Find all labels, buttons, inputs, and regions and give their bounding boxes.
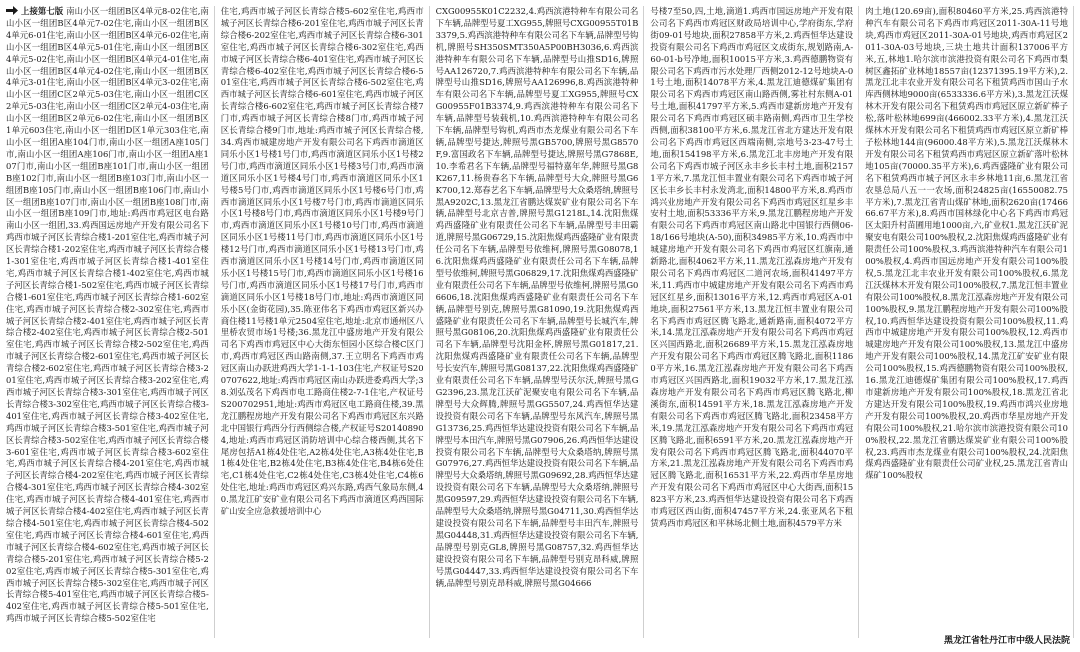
court-signature: 黑龙江省牡丹江市中级人民法院	[938, 633, 1070, 646]
notice-paragraph: 号楼7至50,四,土地,滴道1.鸡西市国远房地产开发有限公司名下鸡西市鸡冠区财政局培训中心,学府街东,学府街09-01号地块,面积27858平方米,2.鸡西恒华达建设投资有限公司名下鸡西市鸡冠区文成街东,规划路南,A-60-01-b号净地,面积10015平方米,3.鸡西德鹏物资有限公司名下鸡西市污水处理厂西侧2012-12号地块A-01号土地,面积14078平方米,4.黑龙江迪德煤矿集团有限公司名下鸡西市鸡冠区南山路西侧,雾社村东侧A-01号土地,面积41797平方米,5.鸡西市建新房地产开发有限公司名下鸡西市鸡冠区硕丰路南侧,鸡西市卫生学校西侧,面积38100平方米,6.黑龙江省北方建达开发有限公司名下鸡西市鸡冠区西端南侧,宗地号3-23-47号土地,面积154198平方米,6.黑龙江北丰房地产开发有限公司名下鸡西市城子河区永丰乡长丰村土地,面积21571平方米,7.黑龙江恒丰置业有限公司名下鸡西市城子河区长丰乡长丰村永发湾北,面积14800平方米,8.鸡西市鸿兴业房地产开发有限公司名下鸡西市鸡冠区红星乡丰安村土地,面积53336平方米,9.黑龙江鹏程房地产开发有限公司名下鸡西市鸡冠区南山路北中国银行西侧06-18/166号地块(A-50),面积34985平方米,10.鸡西市中城建房地产开发有限公司名下鸡西市鸡冠区红旗南,通新路北,面积4062平方米,11.黑龙江泓森房地产开发有限公司名下鸡西市鸡冠区二道河农场,面积41497平方米,11.鸡西市中城建房地产开发有限公司名下鸡西市鸡冠区红星乡,面积13016平方米,12.鸡西市鸡冠区A-01地块,面积27561平方米,13.黑龙江恒丰置业有限公司名下鸡西市鸡冠区腾飞路北,通新路南,面积4072平方米,14.黑龙江泓森房地产开发有限公司名下鸡西市鸡冠区兴国西路北,面积26689平方米,15.黑龙江泓森房地产开发有限公司名下鸡西市鸡冠区腾飞路北,面积11860平方米,16.黑龙江泓森房地产开发有限公司名下鸡西市鸡冠区兴国西路北,面积19032平方米,17.黑龙江泓森房地产开发有限公司名下鸡西市鸡冠区腾飞路北,柳溪街东,面积14591平方米,18.黑龙江泓森房地产开发有限公司名下鸡西市鸡冠区腾飞路北,面积23458平方米,19.黑龙江泓森房地产开发有限公司名下鸡西市鸡冠区腾飞路北,面积6591平方米,20.黑龙江泓森房地产开发有限公司名下鸡西市鸡冠区腾飞路北,面积44070平方米,21.黑龙江泓森房地产开发有限公司名下鸡西市鸡冠区腾飞路北,面积16531平方米,22.鸡西市华星房地产开发有限公司名下鸡西市鸡冠区中心大街西,面积15823平方米,23.鸡西恒华达建设投资有限公司名下鸡西市鸡冠区西山街,面积47457平方米,24.张亚风名下租赁鸡西市鸡冠区和平林场北侧土地,面积4579平方米	[650, 6, 854, 528]
text-column-2	[221, 6, 430, 638]
notice-paragraph: 住宅,鸡西市城子河区长青综合楼5-602室住宅,鸡西市城子河区长青综合楼6-201室住宅,鸡西市城子河区长青综合楼6-202室住宅,鸡西市城子河区长青综合楼6-301室住宅,鸡西市城子河区长青综合楼6-302室住宅,鸡西市城子河区长青综合楼6-401室住宅,鸡西市城子河区长青综合楼6-402室住宅,鸡西市城子河区长青综合楼6-501室住宅,鸡西市城子河区长青综合楼6-502室住宅,鸡西市城子河区长青综合楼6-601室住宅,鸡西市城子河区长青综合楼6-602室住宅,鸡西市城子河区长青综合楼7门市,鸡西市城子河区长青综合楼8门市,鸡西市城子河区长青综合楼9门市,地址:鸡西市城子河区长青综合楼,34.鸡西市城建房地产开发有限公司名下鸡西市滴道区同乐小区1号楼1号门市,鸡西市滴道区同乐小区1号楼2号门市,鸡西市滴道区同乐小区1号楼3号门市,鸡西市滴道区同乐小区1号楼4号门市,鸡西市滴道区同乐小区1号楼5号门市,鸡西市滴道区同乐小区1号楼6号门市,鸡西市滴道区同乐小区1号楼7号门市,鸡西市滴道区同乐小区1号楼8号门市,鸡西市滴道区同乐小区1号楼9号门市,鸡西市滴道区同乐小区1号楼10号门市,鸡西市滴道区同乐小区1号楼11号门市,鸡西市滴道区同乐小区1号楼12号门市,鸡西市滴道区同乐小区1号楼13号门市,鸡西市滴道区同乐小区1号楼14号门市,鸡西市滴道区同乐小区1号楼15号门市,鸡西市滴道区同乐小区1号楼16号门市,鸡西市滴道区同乐小区1号楼17号门市,鸡西市滴道区同乐小区1号楼18号门市,地址:鸡西市滴道区同乐小区(金街花园),35.陈亚伟名下鸡西市鸡冠区新兴办商住楼11号楼1单元2504室住宅,地址:北京市通州区八里桥农贸市场1号楼;36.黑龙江中盛房地产开发有限公司名下鸡西市鸡冠区中心大街东恒园小区综合楼C区门市,鸡西市鸡冠区西山路南侧,37.王立明名下鸡西市鸡冠区南山办跃进鸡西大学1-1-1-103住宅,产权证号S200707622,地址:鸡西市鸡冠区南山办跃进委鸡西大学;38.刘弘茂名下鸡西市电工路商住楼2-7-1住宅,产权证号S200702951,地址:鸡西市鸡冠区电工路商住楼,39.黑龙江鹏程房地产开发有限公司名下鸡西市鸡冠区东兴路北中国银行鸡西分行西侧综合楼,产权证号S201408904,地址:鸡西市鸡冠区消防培训中心综合楼西侧,其名下尾房包括A1栋4处住宅,A2栋4处住宅,A3栋4处住宅,B1栋4处住宅,B2栋4处住宅,B3栋4处住宅,B4栋6处住宅,C1栋4处住宅,C2栋4处住宅,C3栋4处住宅,C4栋6处住宅,地址:鸡西市鸡冠区鸡兴东路,鸡西气象局东侧,40.黑龙江矿安矿业有限公司名下鸡西市滴道区鸡西国际矿山安全应急救援培训中心	[220, 6, 424, 517]
notice-paragraph: CXG00955K01C2232,4.鸡西滨港特种车有限公司名下车辆,品牌型号夏工XG955,牌照号CXG00955T01B3379,5.鸡西滨港特种车有限公司名下车辆,品牌型号钩机,牌照号SH350SMT350A5P00BH3036,6.鸡西滨港特种车有限公司名下车辆,品牌型号山推SD16,牌照号AA126720,7.鸡西滨港特种车有限公司名下车辆,品牌型号山推SD16,牌照号AA126996,8.鸡西滨港特种车有限公司名下车辆,品牌型号夏工XG955,牌照号CXG00955F01B3374,9.鸡西滨港特种车有限公司名下车辆,品牌型号装载机,10.鸡西滨港特种车有限公司名下车辆,品牌型号钩机,鸡西市杰龙煤业有限公司名下车辆,品牌型号捷达,牌照号黑GB5700,牌照号黑G8570F,9.富国政名下车辆,品牌型号捷达,牌照号黑G7868E,10.李希君名下车辆,品牌型号福特嘉年华,牌照号黑G8K267,11.杨贵春名下车辆,品牌型号大众,牌照号黑G6K700,12.郑春艺名下车辆,品牌型号大众桑塔纳,牌照号黑A9202C,13.黑龙江省鹏达煤炭矿业有限公司名下车辆,品牌型号北京吉普,牌照号黑G1218L,14.沈阳焦煤鸡西盛隆矿业有限责任公司名下车辆,品牌型号丰田霸道,牌照号黑G06729,15.沈阳焦煤鸡西盛隆矿业有限责任公司名下车辆,品牌型号依维柯,牌照号黑G08078,16.沈阳焦煤鸡西盛隆矿业有限责任公司名下车辆,品牌型号依维柯,牌照号黑G06829,17.沈阳焦煤鸡西盛隆矿业有限责任公司名下车辆,品牌型号依维柯,牌照号黑G06606,18.沈阳焦煤鸡西盛隆矿业有限责任公司名下车辆,品牌型号别克,牌照号黑G81090,19.沈阳焦煤鸡西盛隆矿业有限责任公司名下车辆,品牌型号长城汽车,牌照号黑G08106,20.沈阳焦煤鸡西盛隆矿业有限责任公司名下车辆,品牌型号沈阳金杯,牌照号黑G01817,21.沈阳焦煤鸡西盛隆矿业有限责任公司名下车辆,品牌型号长安汽车,牌照号黑G08137,22.沈阳焦煤鸡西盛隆矿业有限责任公司名下车辆,品牌型号沃尔沃,牌照号黑GG2396,23.黑龙江沃矿泥聚安电有限公司名下车辆,品牌型号大众辉腾,牌照号黑GG5507,24.鸡西恒华达建设投资有限公司名下车辆,品牌型号东风汽车,牌照号黑G13736,25.鸡西恒华达建设投资有限公司名下车辆,品牌型号本田汽车,牌照号黑G07906,26.鸡西恒华达建设投资有限公司名下车辆,品牌型号大众桑塔纳,牌照号黑G07976,27.鸡西恒华达建设投资有限公司名下车辆,品牌型号大众桑塔纳,牌照号黑G09692,28.鸡西恒华达建设投资有限公司名下车辆,品牌型号大众桑塔纳,牌照号黑G09597,29.鸡西恒华达建设投资有限公司名下车辆,品牌型号大众桑塔纳,牌照号黑G04711,30.鸡西恒华达建设投资有限公司名下车辆,品牌型号丰田汽车,牌照号黑G04448,31.鸡西恒华达建设投资有限公司名下车辆,品牌型号别克GL8,牌照号黑G08757,32.鸡西恒华达建设投资有限公司名下车辆,品牌型号别克昂科威,牌照号黑G04447,33.鸡西恒华达建设投资有限公司名下车辆,品牌型号别克昂科威,牌照号黑G04666	[435, 6, 639, 588]
continued-label	[6, 6, 66, 16]
text-column-4	[650, 6, 859, 638]
continued-label-text: 上接第七版	[21, 6, 64, 16]
notice-paragraph: 肉土地(120.69亩),面积80460平方米,25.鸡西滨港特种汽车有限公司名下鸡西市鸡冠区2011-30A-11号地块,鸡西市鸡冠区2011-30A-01号地块,鸡西市鸡冠区2011-30A-03号地块,三块土地共计面积137006平方米,五,林地1.哈尔滨市滨港投资有限公司名下鸡西市梨树区鑫拓矿业林地18557亩(12371395.19平方米),2.黑龙江北丰农业开发有限公司名下租赁鸡西市国山子水库西侧林地9000亩(6533336.6平方米),3.黑龙江沃煤林木开发有限公司名下租赁鸡西市鸡冠区原立新矿棒子松,落叶松林地699亩(466002.33平方米),4.黑龙江沃煤林木开发有限公司名下租赁鸡西市鸡冠区原立新矿棒子松林地144亩(96000.48平方米),5.黑龙江沃煤林木开发有限公司名下租赁鸡西市鸡冠区原立新矿落叶松林地105亩(70000.35平方米),6.鸡西盛隆矿业有限公司名下租赁鸡西市城子河区永丰乡林地11亩,6.黑龙江省农垦总局八五一一农场,面积24825亩(16550082.75平方米),7.黑龙江省青山煤矿林地,面积2620亩(1746666.67平方米),8.鸡西市国林绿化中心名下鸡西市鸡冠区太阳升村苗圃用地1000亩,六,矿业权1.黑龙江沃矿泥聚安电有限公司100%股权,2.沈阳焦煤鸡西盛隆矿业有限责任公司100%股权,3.鸡西滨港特种汽车有限公司100%股权,4.鸡西市国远房地产开发有限公司100%股权,5.黑龙江北丰农业开发有限公司100%股权,6.黑龙江沃煤林木开发有限公司100%股权,7.黑龙江恒丰置业有限公司100%股权,8.黑龙江泓森房地产开发有限公司100%股权,9.黑龙江鹏程房地产开发有限公司100%股权,10.鸡西恒华达建设投资有限公司100%股权,11.鸡西市中城建房地产开发有限公司100%股权,12.鸡西市城建房地产开发有限公司100%股权,13.黑龙江中盛房地产开发有限公司100%股权,14.黑龙江矿安矿业有限公司100%股权,15.鸡西德鹏物资有限公司100%股权,16.黑龙江迪德煤矿集团有限公司100%股权,17.鸡西市建新房地产开发有限公司100%股权,18.黑龙江省北方建达开发有限公司100%股权,19.鸡西市鸿兴业房地产开发有限公司100%股权,20.鸡西市华星房地产开发有限公司100%股权,21.哈尔滨市滨港投资有限公司100%股权,22.黑龙江省鹏达煤炭矿业有限公司100%股权,23.鸡西市杰龙煤业有限公司100%股权,24.沈阳焦煤鸡西盛隆矿业有限责任公司矿业权,25.黑龙江省青山煤矿100%股权	[865, 6, 1068, 481]
text-column-3	[436, 6, 645, 638]
arrow-right-icon	[6, 6, 18, 15]
text-column-1	[6, 6, 215, 638]
text-column-5	[865, 6, 1074, 638]
notice-paragraph: 南山小区一组团B区4单元8-02住宅,南山小区一组团B区4单元7-02住宅,南山小区一组团B区4单元6-01住宅,南山小区一组团B区4单元6-02住宅,南山小区一组团B区4单元5-01住宅,南山小区一组团B区4单元5-02住宅,南山小区一组团B区4单元4-01住宅,南山小区一组团B区4单元4-02住宅,南山小区一组团B区4单元3-01住宅,南山小区一组团B区4单元3-02住宅,南山小区一组团C区2单元5-03住宅,南山小区一组团C区2单元5-03住宅,南山小区一组团C区2单元4-03住宅,南山小区一组团B区2单元6-02住宅,南山小区一组团B区1单元603住宅,南山小区一组团D区1单元303住宅,南山小区一组团A座104门市,南山小区一组团A座105门市,南山小区一组团A座106门市,南山小区一组团A座107门市,南山小区一组团B座101门市,南山小区一组团B座102门市,南山小区一组团B座103门市,南山小区一组团B座105门市,南山小区一组团B座106门市,南山小区一组团B座107门市,南山小区一组团B座108门市,南山小区一组团B座109门市,地址:鸡西市鸡冠区电台路南山小区一组团,33.鸡西国远房地产开发有限公司名下鸡西市城子河区长青综合楼1-201室住宅,鸡西市城子河区长青综合楼1-202室住宅,鸡西市城子河区长青综合楼1-301室住宅,鸡西市城子河区长青综合楼1-401室住宅,鸡西市城子河区长青综合楼1-402室住宅,鸡西市城子河区长青综合楼1-502室住宅,鸡西市城子河区长青综合楼1-601室住宅,鸡西市城子河区长青综合楼1-602室住宅,鸡西市城子河区长青综合楼2-302室住宅,鸡西市城子河区长青综合楼2-401室住宅,鸡西市城子河区长青综合楼2-402室住宅,鸡西市城子河区长青综合楼2-501室住宅,鸡西市城子河区长青综合楼2-502室住宅,鸡西市城子河区长青综合楼2-601室住宅,鸡西市城子河区长青综合楼2-602室住宅,鸡西市城子河区长青综合楼3-201室住宅,鸡西市城子河区长青综合楼3-202室住宅,鸡西市城子河区长青综合楼3-301室住宅,鸡西市城子河区长青综合楼3-302室住宅,鸡西市城子河区长青综合楼3-401室住宅,鸡西市城子河区长青综合楼3-402室住宅,鸡西市城子河区长青综合楼3-501室住宅,鸡西市城子河区长青综合楼3-502室住宅,鸡西市城子河区长青综合楼3-601室住宅,鸡西市城子河区长青综合楼3-602室住宅,鸡西市城子河区长青综合楼4-201室住宅,鸡西市城子河区长青综合楼4-202室住宅,鸡西市城子河区长青综合楼4-301室住宅,鸡西市城子河区长青综合楼4-302室住宅,鸡西市城子河区长青综合楼4-401室住宅,鸡西市城子河区长青综合楼4-402室住宅,鸡西市城子河区长青综合楼4-501室住宅,鸡西市城子河区长青综合楼4-502室住宅,鸡西市城子河区长青综合楼4-601室住宅,鸡西市城子河区长青综合楼4-602室住宅,鸡西市城子河区长青综合楼5-201室住宅,鸡西市城子河区长青综合楼5-202室住宅,鸡西市城子河区长青综合楼5-301室住宅,鸡西市城子河区长青综合楼5-302室住宅,鸡西市城子河区长青综合楼5-401室住宅,鸡西市城子河区长青综合楼5-402室住宅,鸡西市城子河区长青综合楼5-501室住宅,鸡西市城子河区长青综合楼5-502室住宅	[6, 6, 209, 624]
